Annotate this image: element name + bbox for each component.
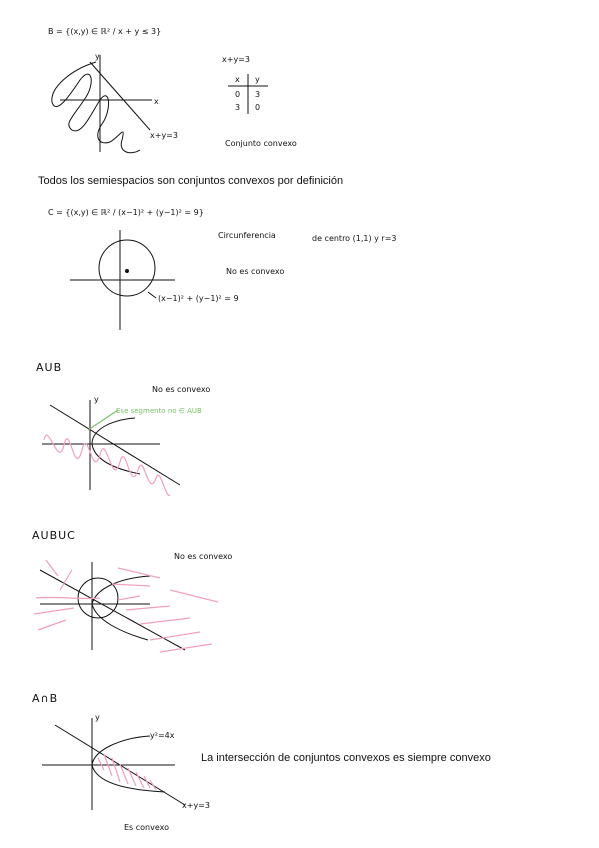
- table-cell: 0: [235, 90, 241, 99]
- conclusion-aub: No es convexo: [152, 385, 211, 394]
- graph-aubuc: [34, 560, 218, 652]
- circle-c: [99, 240, 155, 296]
- conclusion-anb: Es convexo: [124, 823, 170, 832]
- axis-x-label: x: [154, 97, 159, 106]
- segment-note: Ese segmento no ∈ AUB: [116, 407, 202, 415]
- axis-y-label: y: [94, 395, 99, 404]
- axis-y-label: y: [95, 713, 100, 722]
- circle-equation-label: (x−1)² + (y−1)² = 9: [158, 294, 239, 303]
- shading-scribble: [52, 62, 140, 153]
- parabola-label: y²=4x: [150, 731, 175, 740]
- boundary-line: [90, 62, 150, 130]
- conclusion-b: Conjunto convexo: [225, 139, 297, 148]
- graph-c: [70, 230, 175, 330]
- title-aubuc: AUBUC: [32, 529, 76, 542]
- values-table: [228, 74, 268, 114]
- intersection-shading: [98, 754, 156, 790]
- pointer-arrow: [148, 292, 156, 298]
- circle-description: Circunferencia: [218, 231, 276, 240]
- axis-y-label: y: [95, 52, 100, 61]
- line-equation: x+y=3: [222, 55, 250, 64]
- line-label: x+y=3: [182, 801, 210, 810]
- typed-note-interseccion: La intersección de conjuntos convexos es siempre convexo: [201, 752, 491, 764]
- title-aub: AUB: [36, 361, 63, 374]
- conclusion-aubuc: No es convexo: [174, 552, 233, 561]
- parabola-upper: [92, 736, 150, 765]
- union-shading: [34, 560, 218, 652]
- table-cell: 3: [255, 90, 261, 99]
- typed-note-semiespacios: Todos los semiespacios son conjuntos convexos por definición: [38, 175, 344, 187]
- conclusion-c: No es convexo: [226, 267, 285, 276]
- circle-center-text: de centro (1,1) y r=3: [312, 234, 397, 243]
- table-cell: 3: [235, 103, 241, 112]
- boundary-line-label: x+y=3: [150, 131, 178, 140]
- table-header-y: y: [255, 75, 260, 84]
- parabola-upper: [92, 418, 135, 444]
- boundary-line: [50, 405, 180, 485]
- circle-center: [126, 270, 129, 273]
- table-cell: 0: [255, 103, 261, 112]
- title-anb: A∩B: [32, 692, 59, 705]
- set-c-definition: C = {(x,y) ∈ ℝ² / (x−1)² + (y−1)² = 9}: [48, 208, 204, 217]
- graph-b: [52, 55, 152, 153]
- set-b-definition: B = {(x,y) ∈ ℝ² / x + y ≤ 3}: [48, 27, 162, 36]
- table-header-x: x: [235, 75, 240, 84]
